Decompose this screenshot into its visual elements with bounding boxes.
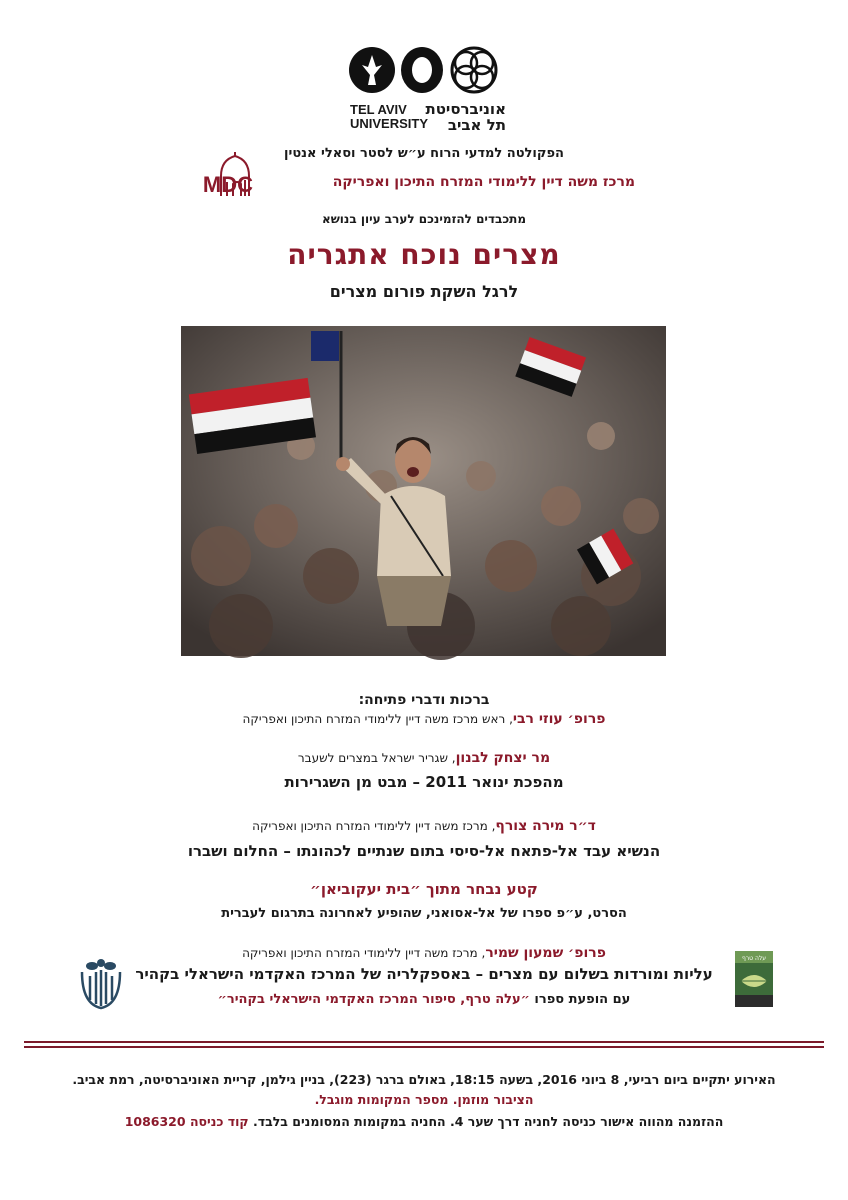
book-cover-icon	[735, 951, 773, 1007]
academic-center-emblem-icon	[78, 958, 124, 1010]
event-title: מצרים נוכח אתגריה	[287, 238, 561, 271]
book-cover-image	[735, 951, 773, 1007]
event-subtitle: לרגל השקת פורום מצרים	[329, 282, 519, 301]
speaker3-name: ד״ר מירה צורף	[495, 818, 596, 834]
university-name-he-line1: אוניברסיטת	[425, 100, 506, 118]
speaker2-talk: מהפכת ינואר 2011 – מבט מן השגרירות	[284, 773, 564, 791]
book-title: ״עלה טרף, סיפור המרכז האקדמי הישראלי בקהיר״	[217, 992, 530, 1007]
university-name-en-line2: UNIVERSITY	[350, 116, 429, 131]
film-description: הסרט, ע״פ ספרו של אל-אסואני, שהופיע לאחרונה בתרגום לעברית	[221, 906, 627, 921]
speaker1-name: פרופ׳ עוזי רבי	[512, 711, 606, 727]
university-name-he-line2: תל אביב	[447, 116, 506, 134]
speaker4-role: , מרכז משה דיין ללימודי המזרח התיכון ואפריקה	[242, 946, 486, 960]
university-name-hebrew	[426, 101, 506, 133]
center-header	[202, 150, 635, 200]
mdc-logo-text: MDC	[202, 172, 253, 197]
protest-photo	[181, 326, 666, 656]
university-logo	[340, 45, 510, 135]
university-name-en-line1: TEL AVIV	[350, 102, 407, 117]
book-prefix: עם הופעת ספרו	[529, 992, 631, 1007]
entry-note: ההזמנה מהווה אישור כניסה לחניה דרך שער 4. החניה במקומות המסומנים בלבד.	[253, 1114, 724, 1129]
speaker2-name: מר יצחק לבנון	[455, 750, 551, 766]
speaker4-line	[0, 945, 848, 961]
speaker1-role: , ראש מרכז משה דיין ללימודי המזרח התיכון ואפריקה	[242, 712, 513, 726]
film-title: קטע נבחר מתוך ״בית יעקוביאן״	[310, 880, 538, 898]
entry-note-line	[0, 1114, 848, 1129]
public-note: הציבור מוזמן. מספר המקומות מוגבל.	[314, 1092, 534, 1107]
greetings-heading: ברכות ודברי פתיחה:	[358, 692, 490, 708]
divider-line-bottom	[24, 1046, 824, 1048]
center-name: מרכז משה דיין ללימודי המזרח התיכון ואפריקה	[332, 174, 635, 190]
entry-code-label: קוד כניסה	[189, 1114, 249, 1129]
speaker2-role: , שגריר ישראל במצרים לשעבר	[297, 751, 456, 765]
faculty-name: הפקולטה למדעי הרוח ע״ש לסטר וסאלי אנטין	[284, 146, 564, 161]
speaker4-talk: עליות ומורדות בשלום עם מצרים – באספקלריה של המרכז האקדמי הישראלי בקהיר	[135, 965, 713, 983]
speaker1-line	[0, 711, 848, 727]
divider-line-top	[24, 1041, 824, 1043]
book-cover-title: עלה טרף	[741, 955, 767, 962]
speaker4-name: פרופ׳ שמעון שמיר	[485, 945, 606, 961]
event-details: האירוע יתקיים ביום רביעי, 8 ביוני 2016, בשעה 18:15, באולם ברגר (223), בניין גילמן, קריית האוניברסיטה, רמת אביב.	[72, 1072, 776, 1087]
university-emblem-icon	[348, 45, 508, 97]
mdc-dome-logo-icon	[202, 150, 315, 200]
university-name-english	[350, 103, 428, 131]
speaker3-line	[0, 818, 848, 834]
protest-crowd-image	[181, 326, 666, 656]
book-line	[0, 992, 848, 1007]
speaker2-line	[0, 750, 848, 766]
invite-line: מתכבדים להזמינכם לערב עיון בנושא	[321, 212, 527, 226]
speaker3-talk: הנשיא עבד אל-פתאח אל-סיסי בתום שנתיים לכהונתו – החלום ושברו	[187, 842, 661, 860]
entry-code: 1086320	[124, 1114, 186, 1129]
speaker3-role: , מרכז משה דיין ללימודי המזרח התיכון ואפריקה	[252, 819, 496, 833]
